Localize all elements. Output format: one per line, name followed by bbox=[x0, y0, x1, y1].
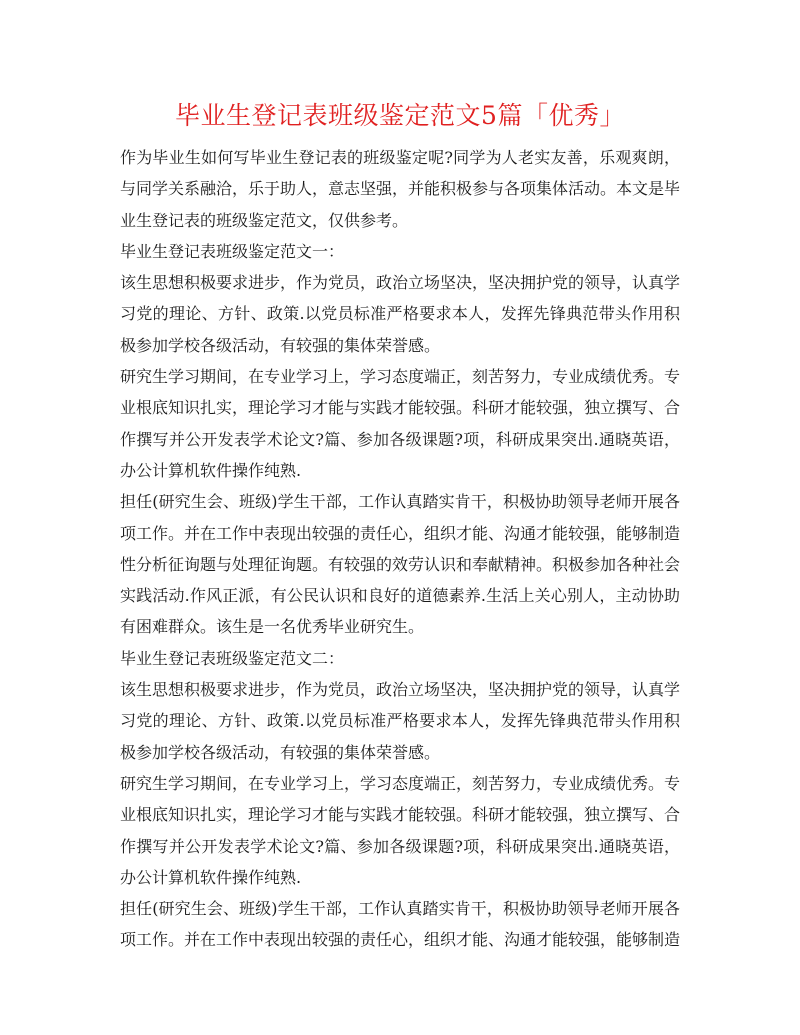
section-heading-one: 毕业生登记表班级鉴定范文一： bbox=[120, 241, 345, 261]
paragraph: 该生思想积极要求进步，作为党员，政治立场坚决，坚决拥护党的领导，认真学习党的理论、方针、政策.以党员标准严格要求本人，发挥先锋典范带头作用积极参加学校各级活动，有较强的集体荣誉感。 bbox=[120, 273, 681, 355]
document-body bbox=[120, 142, 680, 956]
paragraph: 该生思想积极要求进步，作为党员，政治立场坚决，坚决拥护党的领导，认真学习党的理论、方针、政策.以党员标准严格要求本人，发挥先锋典范带头作用积极参加学校各级活动，有较强的集体荣誉感。 bbox=[120, 680, 681, 762]
paragraph: 担任(研究生会、班级)学生干部，工作认真踏实肯干，积极协助领导老师开展各项工作。并在工作中表现出较强的责任心，组织才能、沟通才能较强，能够制造 bbox=[120, 899, 681, 950]
section-heading-two: 毕业生登记表班级鉴定范文二： bbox=[120, 648, 345, 668]
paragraph: 研究生学习期间，在专业学习上，学习态度端正，刻苦努力，专业成绩优秀。专业根底知识扎实，理论学习才能与实践才能较强。科研才能较强，独立撰写、合作撰写并公开发表学术论文?篇、参加各级课题?项，科研成果突出.通晓英语，办公计算机软件操作纯熟. bbox=[120, 367, 681, 480]
intro-paragraph: 作为毕业生如何写毕业生登记表的班级鉴定呢?同学为人老实友善，乐观爽朗，与同学关系融洽，乐于助人，意志坚强，并能积极参与各项集体活动。本文是毕业生登记表的班级鉴定范文，仅供参考。 bbox=[120, 148, 681, 230]
document-title: 毕业生登记表班级鉴定范文5篇「优秀」 bbox=[175, 101, 625, 130]
paragraph: 担任(研究生会、班级)学生干部，工作认真踏实肯干，积极协助领导老师开展各项工作。并在工作中表现出较强的责任心，组织才能、沟通才能较强，能够制造性分析征询题与处理征询题。有较强的效劳认识和奉献精神。积极参加各种社会实践活动.作风正派，有公民认识和良好的道德素养.生活上关心别人，主动协助有困难群众。该生是一名优秀毕业研究生。 bbox=[120, 492, 681, 637]
paragraph: 研究生学习期间，在专业学习上，学习态度端正，刻苦努力，专业成绩优秀。专业根底知识扎实，理论学习才能与实践才能较强。科研才能较强，独立撰写、合作撰写并公开发表学术论文?篇、参加各级课题?项，科研成果突出.通晓英语，办公计算机软件操作纯熟. bbox=[120, 773, 681, 887]
